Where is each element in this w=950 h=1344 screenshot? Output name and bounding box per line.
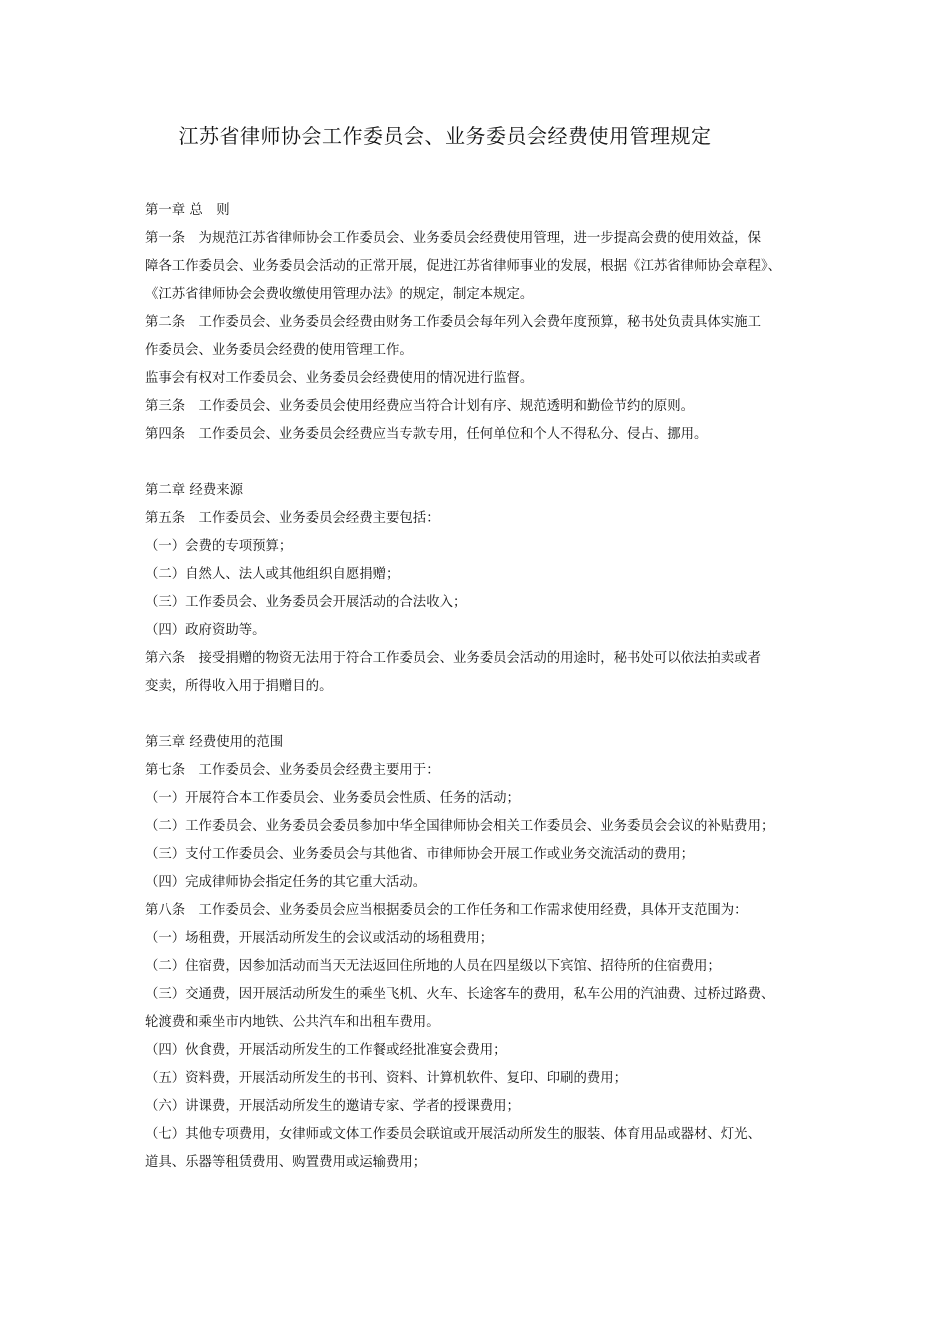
list-item: （一）开展符合本工作委员会、业务委员会性质、任务的活动； bbox=[145, 791, 520, 806]
article-line: 障各工作委员会、业务委员会活动的正常开展，促进江苏省律师事业的发展，根据《江苏省律师协会章程》、 bbox=[145, 259, 782, 274]
list-item: （七）其他专项费用，女律师或文体工作委员会联谊或开展活动所发生的服装、体育用品或器材、灯光、 bbox=[145, 1127, 761, 1142]
chapter-heading: 第一章 总 则 bbox=[145, 203, 230, 218]
article-line: 变卖，所得收入用于捐赠目的。 bbox=[145, 679, 333, 694]
list-item: （四）完成律师协会指定任务的其它重大活动。 bbox=[145, 875, 427, 890]
list-item: （二）自然人、法人或其他组织自愿捐赠； bbox=[145, 567, 400, 582]
list-item: （二）住宿费，因参加活动而当天无法返回住所地的人员在四星级以下宾馆、招待所的住宿费用； bbox=[145, 959, 721, 974]
article-line: 第一条 为规范江苏省律师协会工作委员会、业务委员会经费使用管理，进一步提高会费的使用效益，保 bbox=[145, 231, 761, 246]
article-line: 作委员会、业务委员会经费的使用管理工作。 bbox=[145, 343, 413, 358]
chapter-heading: 第三章 经费使用的范围 bbox=[145, 735, 284, 750]
list-item: （四）伙食费，开展活动所发生的工作餐或经批准宴会费用； bbox=[145, 1043, 507, 1058]
article-line: 第三条 工作委员会、业务委员会使用经费应当符合计划有序、规范透明和勤俭节约的原则。 bbox=[145, 399, 695, 414]
document-body bbox=[145, 197, 815, 1177]
list-item: 道具、乐器等租赁费用、购置费用或运输费用； bbox=[145, 1155, 427, 1170]
article-line: 《江苏省律师协会会费收缴使用管理办法》的规定，制定本规定。 bbox=[145, 287, 534, 302]
article-line: 第二条 工作委员会、业务委员会经费由财务工作委员会每年列入会费年度预算，秘书处负责具体实施工 bbox=[145, 315, 761, 330]
chapter-heading: 第二章 经费来源 bbox=[145, 483, 243, 498]
list-item: （一）场租费，开展活动所发生的会议或活动的场租费用； bbox=[145, 931, 494, 946]
list-item: （四）政府资助等。 bbox=[145, 623, 266, 638]
list-item: （二）工作委员会、业务委员会委员参加中华全国律师协会相关工作委员会、业务委员会会议的补贴费用； bbox=[145, 819, 775, 834]
article-line: 第六条 接受捐赠的物资无法用于符合工作委员会、业务委员会活动的用途时，秘书处可以依法拍卖或者 bbox=[145, 651, 761, 666]
article-line: 第五条 工作委员会、业务委员会经费主要包括： bbox=[145, 511, 440, 526]
article-line: 监事会有权对工作委员会、业务委员会经费使用的情况进行监督。 bbox=[145, 371, 534, 386]
list-item: （一）会费的专项预算； bbox=[145, 539, 293, 554]
list-item: （六）讲课费，开展活动所发生的邀请专家、学者的授课费用； bbox=[145, 1099, 520, 1114]
document-title: 江苏省律师协会工作委员会、业务委员会经费使用管理规定 bbox=[178, 124, 712, 148]
article-line: 第八条 工作委员会、业务委员会应当根据委员会的工作任务和工作需求使用经费，具体开支范围为： bbox=[145, 903, 748, 918]
list-item: （五）资料费，开展活动所发生的书刊、资料、计算机软件、复印、印刷的费用； bbox=[145, 1071, 628, 1086]
paragraph-gap bbox=[145, 449, 815, 477]
list-item: 轮渡费和乘坐市内地铁、公共汽车和出租车费用。 bbox=[145, 1015, 440, 1030]
list-item: （三）工作委员会、业务委员会开展活动的合法收入； bbox=[145, 595, 467, 610]
paragraph-gap bbox=[145, 701, 815, 729]
article-line: 第七条 工作委员会、业务委员会经费主要用于： bbox=[145, 763, 440, 778]
article-line: 第四条 工作委员会、业务委员会经费应当专款专用，任何单位和个人不得私分、侵占、挪用。 bbox=[145, 427, 708, 442]
list-item: （三）交通费，因开展活动所发生的乘坐飞机、火车、长途客车的费用，私车公用的汽油费、过桥过路费、 bbox=[145, 987, 775, 1002]
list-item: （三）支付工作委员会、业务委员会与其他省、市律师协会开展工作或业务交流活动的费用； bbox=[145, 847, 695, 862]
